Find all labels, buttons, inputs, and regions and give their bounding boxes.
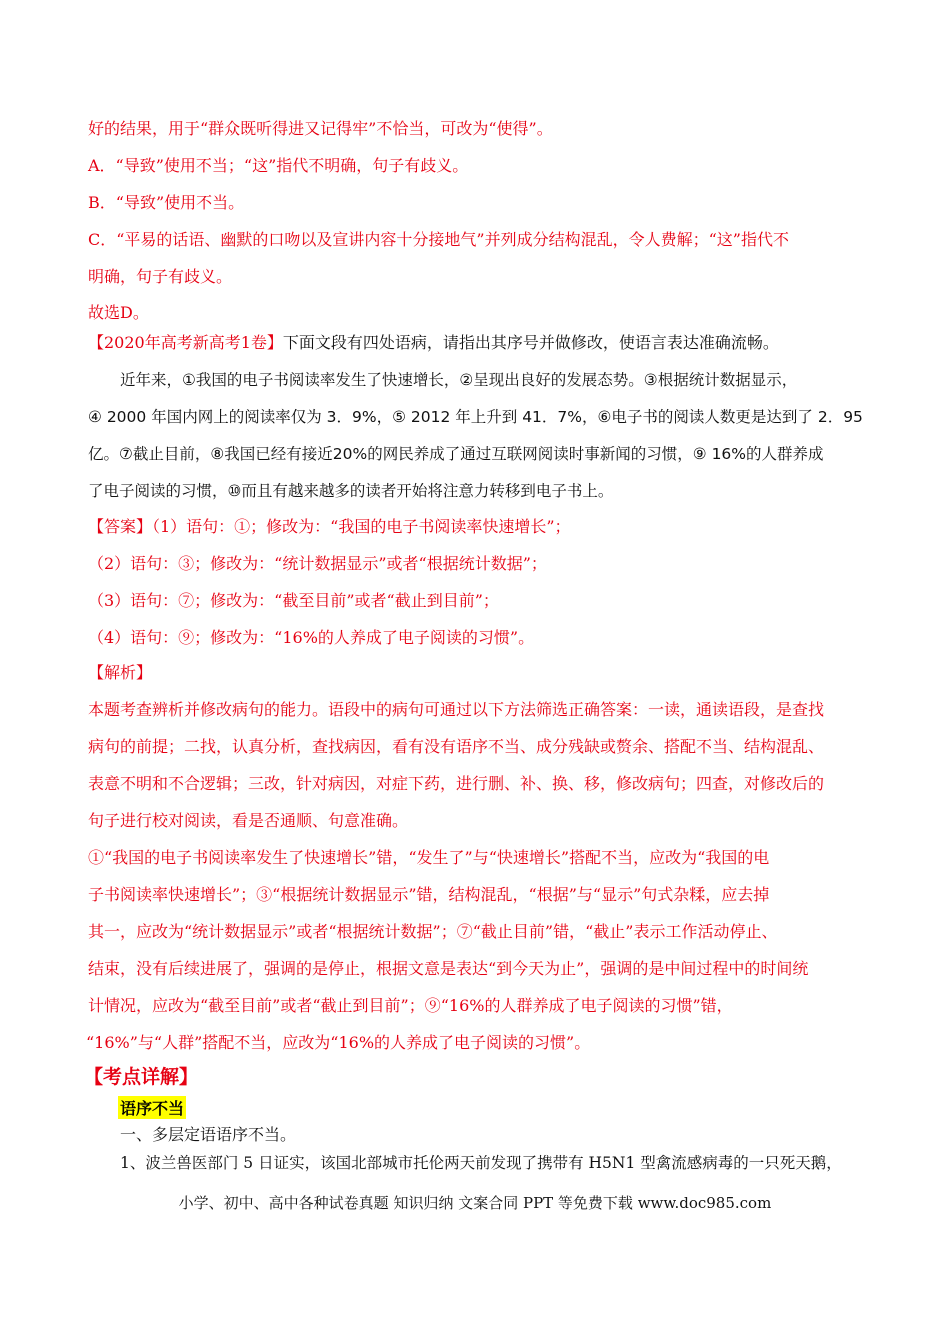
page-footer: 小学、初中、高中各种试卷真题 知识归纳 文案合同 PPT 等免费下载 www.doc985.com <box>178 1194 772 1212</box>
option-c-cont: 明确，句子有歧义。 <box>88 267 233 286</box>
passage-line: 亿。⑦截止目前，⑧我国已经有接近20%的网民养成了通过互联网阅读时事新闻的习惯，⑨ 16%的人群养成 <box>88 445 824 463</box>
answer-line: （3）语句：⑦；修改为：“截至目前”或者“截止到目前”； <box>88 591 499 610</box>
section-heading: 【考点详解】 <box>84 1066 199 1088</box>
option-b: B．“导致”使用不当。 <box>88 193 245 212</box>
answer-line: （4）语句：⑨；修改为：“16%的人养成了电子阅读的习惯”。 <box>88 628 535 647</box>
analysis-line: 好的结果，用于“群众既听得进又记得牢”不恰当，可改为“使得”。 <box>88 119 553 138</box>
analysis-line: 子书阅读率快速增长”；③“根据统计数据显示”错，结构混乱，“根据”与“显示”句式杂糅，应去掉 <box>88 885 770 904</box>
analysis-line: 句子进行校对阅读，看是否通顺、句意准确。 <box>88 811 409 830</box>
analysis-line: 其一，应改为“统计数据显示”或者“根据统计数据”；⑦“截止目前”错，“截止”表示工作活动停止、 <box>88 922 778 941</box>
section-line: 一、多层定语语序不当。 <box>120 1125 297 1144</box>
option-a: A．“导致”使用不当；“这”指代不明确，句子有歧义。 <box>88 156 469 175</box>
analysis-line: 表意不明和不合逻辑；三改，针对病因，对症下药，进行删、补、换、移，修改病句；四查，对修改后的 <box>88 774 825 793</box>
answer-line: 【答案】（1）语句：①；修改为：“我国的电子书阅读率快速增长”； <box>88 517 571 536</box>
analysis-line: 病句的前提；二找，认真分析，查找病因，看有没有语序不当、成分残缺或赘余、搭配不当、结构混乱、 <box>88 737 825 756</box>
analysis-line: 结束，没有后续进展了，强调的是停止，根据文意是表达“到今天为止”，强调的是中间过程中的时间统 <box>88 959 809 978</box>
analysis-label: 【解析】 <box>88 663 153 682</box>
question-prompt <box>88 332 779 354</box>
subheading-highlight: 语序不当 <box>118 1096 186 1119</box>
analysis-line: “16%”与“人群”搭配不当，应改为“16%的人养成了电子阅读的习惯”。 <box>86 1033 591 1052</box>
analysis-line: 本题考查辨析并修改病句的能力。语段中的病句可通过以下方法筛选正确答案：一读，通读语段，是查找 <box>88 700 825 719</box>
passage-line: 近年来，①我国的电子书阅读率发生了快速增长，②呈现出良好的发展态势。③根据统计数据显示， <box>120 371 798 389</box>
passage-line: 了电子阅读的习惯，⑩而且有越来越多的读者开始将注意力转移到电子书上。 <box>88 482 614 500</box>
analysis-line: 计情况，应改为“截至目前”或者“截止到目前”；⑨“16%的人群养成了电子阅读的习惯”错， <box>88 996 733 1015</box>
question-text: 下面文段有四处语病，请指出其序号并做修改，使语言表达准确流畅。 <box>282 333 779 352</box>
passage-line: ④ 2000 年国内网上的阅读率仅为 3．9%，⑤ 2012 年上升到 41．7%，⑥电子书的阅读人数更是达到了 2．95 <box>88 408 863 426</box>
analysis-line: ①“我国的电子书阅读率发生了快速增长”错，“发生了”与“快速增长”搭配不当，应改为“我国的电 <box>88 848 770 867</box>
section-line: 1、波兰兽医部门 5 日证实，该国北部城市托伦两天前发现了携带有 H5N1 型禽流感病毒的一只死天鹅， <box>120 1154 842 1172</box>
answer-line: （2）语句：③；修改为：“统计数据显示”或者“根据统计数据”； <box>88 554 547 573</box>
option-c: C．“平易的话语、幽默的口吻以及宣讲内容十分接地气”并列成分结构混乱，令人费解；“这”指代不 <box>88 230 789 249</box>
question-tag: 【2020年高考新高考1卷】 <box>88 333 283 352</box>
conclusion: 故选D。 <box>88 303 149 322</box>
